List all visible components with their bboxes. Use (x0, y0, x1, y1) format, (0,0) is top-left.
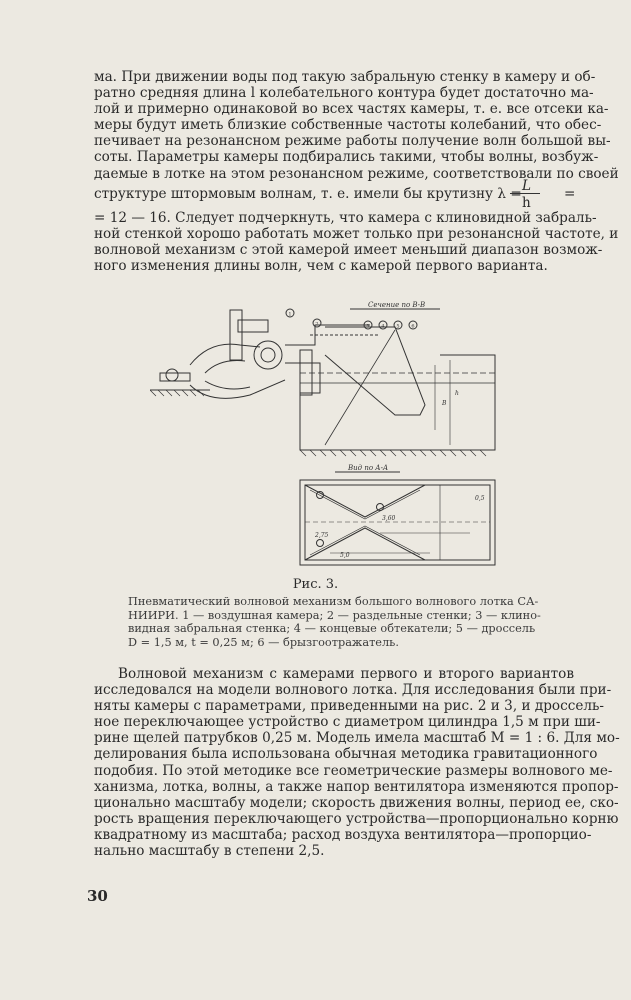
text-line: ханизма, лотка, волны, а также напор вентилятора изменяются пропор- (94, 778, 619, 795)
dimension-label: 2,75 (315, 532, 329, 539)
text-line: волновой механизм с этой камерой имеет меньший диапазон возмож- (94, 242, 603, 259)
text-line: ного изменения длины волн, чем с камерой первого варианта. (94, 258, 548, 275)
formula-denominator: h (522, 195, 531, 211)
paragraph-2 (94, 666, 620, 860)
callout-label: 6 (411, 323, 415, 330)
callout-label: 5 (396, 323, 400, 330)
text-line: соты. Параметры камеры подбирались такими, чтобы волны, возбуж- (94, 149, 599, 166)
text-line: лой и примерно одинаковой во всех частях камеры, т. е. все отсеки ка- (94, 101, 609, 118)
callout-label: 4 (381, 323, 385, 330)
text-line: квадратному из масштаба; расход воздуха вентилятора—пропорцио- (94, 826, 592, 843)
text-line: ма. При движении воды под такую забральную стенку в камеру и об- (94, 69, 596, 85)
caption-line: D = 1,5 м, t = 0,25 м; 6 — брызгоотражатель. (128, 635, 399, 649)
text-line: рость вращения переключающего устройства—пропорционально корню (94, 810, 619, 827)
caption-line: видная забральная стенка; 4 — концевые обтекатели; 5 — дроссель (128, 622, 536, 636)
text-line: ной стенкой хорошо работать может только при резонансной частоте, и (94, 226, 619, 243)
paragraph-1 (94, 69, 619, 182)
callout-label: 2 (315, 321, 319, 328)
text-line: печивает на резонансном режиме работы получение волн большой вы- (94, 133, 611, 150)
formula-line (94, 178, 574, 210)
text-line: ционально масштабу модели; скорость движения волны, период ее, ско- (94, 794, 619, 811)
section-label-top: Сечение по В-В (368, 301, 426, 309)
caption-line: Пневматический волновой механизм большого волнового лотка СА- (128, 595, 539, 608)
figure-title: Рис. 3. (292, 577, 339, 592)
figure-caption (128, 595, 548, 649)
text-line: = 12 — 16. Следует подчеркнуть, что камера с клиновидной забраль- (94, 210, 597, 226)
text-line: даемые в лотке на этом резонансном режиме, соответствовали по своей (94, 165, 619, 182)
text-line: ратно средняя длина l колебательного контура будет достаточно ма- (94, 85, 594, 102)
text-line: ное переключающее устройство с диаметром цилиндра 1,5 м при ши- (94, 714, 601, 731)
fraction-bar (510, 193, 540, 194)
section-label-bottom: Вид по А-А (348, 464, 389, 472)
callout-label: 3 (366, 323, 370, 330)
text-line: Волновой механизм с камерами первого и второго вариантов (118, 666, 574, 682)
dimension-label: 0,5 (475, 495, 485, 502)
formula-tail: = (564, 186, 576, 202)
text-line: исследовался на модели волнового лотка. Для исследования были при- (94, 682, 612, 699)
text-line: делирования была использована обычная методика гравитационного (94, 746, 598, 763)
text-line: няты камеры с параметрами, приведенными на рис. 2 и 3, и дроссель- (94, 698, 604, 715)
wave-mechanism-drawing (150, 295, 500, 575)
page-number: 30 (87, 887, 108, 905)
text-line: меры будут иметь близкие собственные частоты колебаний, что обес- (94, 117, 602, 134)
text-line: нально масштабу в степени 2,5. (94, 843, 325, 860)
callout-label: 1 (288, 311, 292, 318)
formula-numerator: L (522, 178, 532, 194)
dimension-label: 5,0 (340, 552, 350, 559)
caption-line: НИИРИ. 1 — воздушная камера; 2 — раздельные стенки; 3 — клино- (128, 608, 541, 622)
dimension-label: 3,60 (382, 515, 396, 522)
paragraph-1-continued (94, 210, 619, 275)
text-line: подобия. По этой методике все геометрические размеры волнового ме- (94, 762, 613, 779)
text-line: рине щелей патрубков 0,25 м. Модель имела масштаб M = 1 : 6. Для мо- (94, 730, 620, 747)
dimension-label: h (455, 390, 459, 397)
formula-text: структуре штормовым волнам, т. е. имели бы крутизну λ = (94, 186, 522, 202)
dimension-label: B (442, 400, 447, 407)
